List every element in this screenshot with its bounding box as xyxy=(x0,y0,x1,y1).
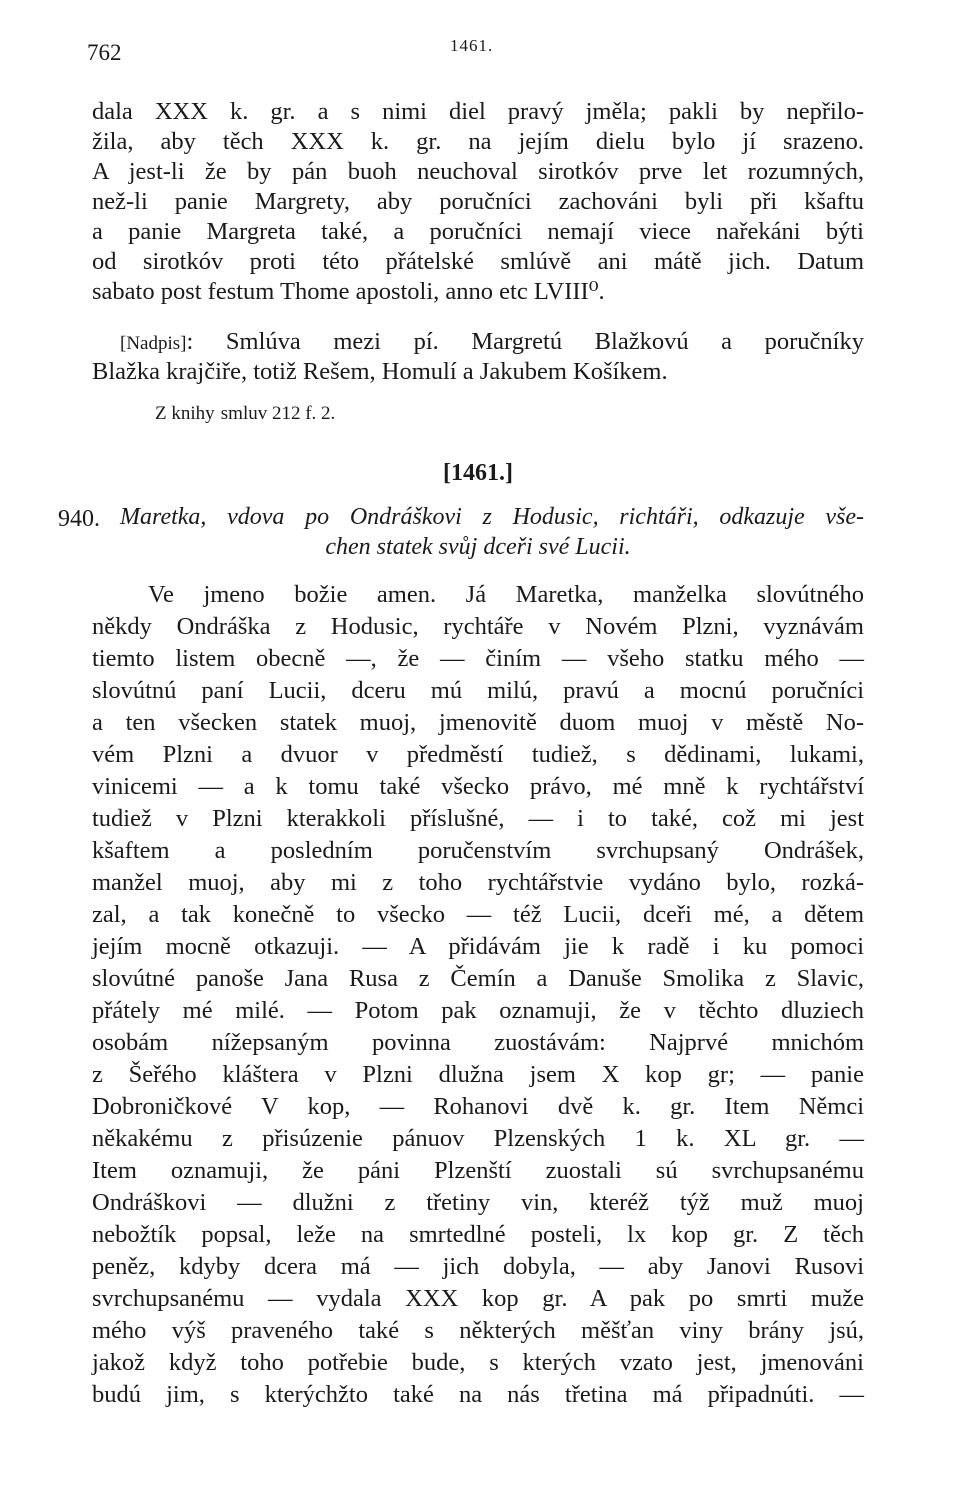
regest-line-1: Maretka, vdova po Ondráškovi z Hodusic, richtáři, odkazuje vše- xyxy=(120,504,864,530)
nadpis-label: [Nadpis] xyxy=(120,333,187,354)
body-line: mého výš praveného také s některých měšťan viny brány jsú, xyxy=(92,1317,864,1344)
body-line: z Šeřého kláštera v Plzni dlužna jsem X kop gr; — panie xyxy=(92,1061,864,1088)
text-line: od sirotkóv proti této přátelské smlúvě ani mátě jich. Datum xyxy=(92,248,864,275)
source-rest: smluv 212 f. 2. xyxy=(220,403,336,424)
body-line: někakému z přisúzenie pánuov Plzenských 1 k. XL gr. — xyxy=(92,1125,864,1152)
body-line: osobám nížepsaným povinna zuostávám: Najprvé mnichóm xyxy=(92,1029,864,1056)
body-line: svrchupsanému — vydala XXX kop gr. A pak po smrti muže xyxy=(92,1285,864,1312)
document-number: 940. xyxy=(58,506,100,532)
body-line: slovútné panoše Jana Rusa z Čemín a Danuše Smolika z Slavic, xyxy=(92,965,864,992)
text-line: A jest-li že by pán buoh neuchoval sirotkóv prve let rozumných, xyxy=(92,158,864,185)
body-line: tudiež v Plzni kterakkoli příslušné, — i to také, což mi jest xyxy=(92,805,864,832)
body-line: jakož když toho potřebie bude, s kterých vzato jest, jmenováni xyxy=(92,1349,864,1376)
body-line: Item oznamuji, že páni Plzenští zuostali sú svrchupsanému xyxy=(92,1157,864,1184)
body-line: a ten všecken statek muoj, jmenovitě duom muoj v městě No- xyxy=(92,709,864,736)
source-prefix: Z knihy xyxy=(155,403,215,424)
body-line: Ondráškovi — dlužni z třetiny vin, kteréž týž muž muoj xyxy=(92,1189,864,1216)
body-line: vinicemi — a k tomu také všecko právo, mé mně k rychtářství xyxy=(92,773,864,800)
body-line: Ve jmeno božie amen. Já Maretka, manželka slovútného xyxy=(148,581,864,608)
text-line: žila, aby těch XXX k. gr. na jejím dielu bylo jí srazeno. xyxy=(92,128,864,155)
page-number: 762 xyxy=(87,40,122,65)
body-line: někdy Ondráška z Hodusic, rychtáře v Novém Plzni, vyznávám xyxy=(92,613,864,640)
text-line: sabato post festum Thome apostoli, anno etc LVIII⁰. xyxy=(92,278,605,305)
text-line: a panie Margreta také, a poručníci nemají viece nařekáni býti xyxy=(92,218,864,245)
running-head-year: 1461. xyxy=(450,36,494,55)
text-line: dala XXX k. gr. a s nimi diel pravý jměla; pakli by nepřilo- xyxy=(92,98,864,125)
year-heading: [1461.] xyxy=(443,460,513,486)
body-line: kšaftem a posledním poručenstvím svrchupsaný Ondrášek, xyxy=(92,837,864,864)
body-line: tiemto listem obecně —, že — činím — všeho statku mého — xyxy=(92,645,864,672)
body-line: přátely mé milé. — Potom pak oznamuji, že v těchto dluziech xyxy=(92,997,864,1024)
nadpis-text: : Smlúva mezi pí. Margretú Blažkovú a poručníky xyxy=(186,328,864,355)
body-line: nebožtík popsal, leže na smrtedlné posteli, lx kop gr. Z těch xyxy=(92,1221,864,1248)
body-line: zal, a tak konečně to všecko — též Lucii, dceři mé, a dětem xyxy=(92,901,864,928)
body-line: budú jim, s kterýchžto také na nás třetina má připadnúti. — xyxy=(92,1381,864,1408)
body-line: peněz, kdyby dcera má — jich dobyla, — aby Janovi Rusovi xyxy=(92,1253,864,1280)
body-line: Dobroničkové V kop, — Rohanovi dvě k. gr. Item Němci xyxy=(92,1093,864,1120)
body-line: jejím mocně otkazuji. — A přidávám jie k radě i ku pomoci xyxy=(92,933,864,960)
body-line: manžel muoj, aby mi z toho rychtářstvie vydáno bylo, rozká- xyxy=(92,869,864,896)
text-line: než-li panie Margrety, aby poručníci zachováni byli při kšaftu xyxy=(92,188,864,215)
body-line: slovútnú paní Lucii, dceru mú milú, pravú a mocnú poručníci xyxy=(92,677,864,704)
nadpis-line xyxy=(120,327,864,359)
nadpis-line-2: Blažka krajčiře, totiž Rešem, Homulí a Jakubem Košíkem. xyxy=(92,358,668,385)
source-reference xyxy=(155,397,927,429)
body-line: vém Plzni a dvuor v předměstí tudiež, s dědinami, lukami, xyxy=(92,741,864,768)
regest-line-2: chen statek svůj dceři své Lucii. xyxy=(325,534,631,560)
